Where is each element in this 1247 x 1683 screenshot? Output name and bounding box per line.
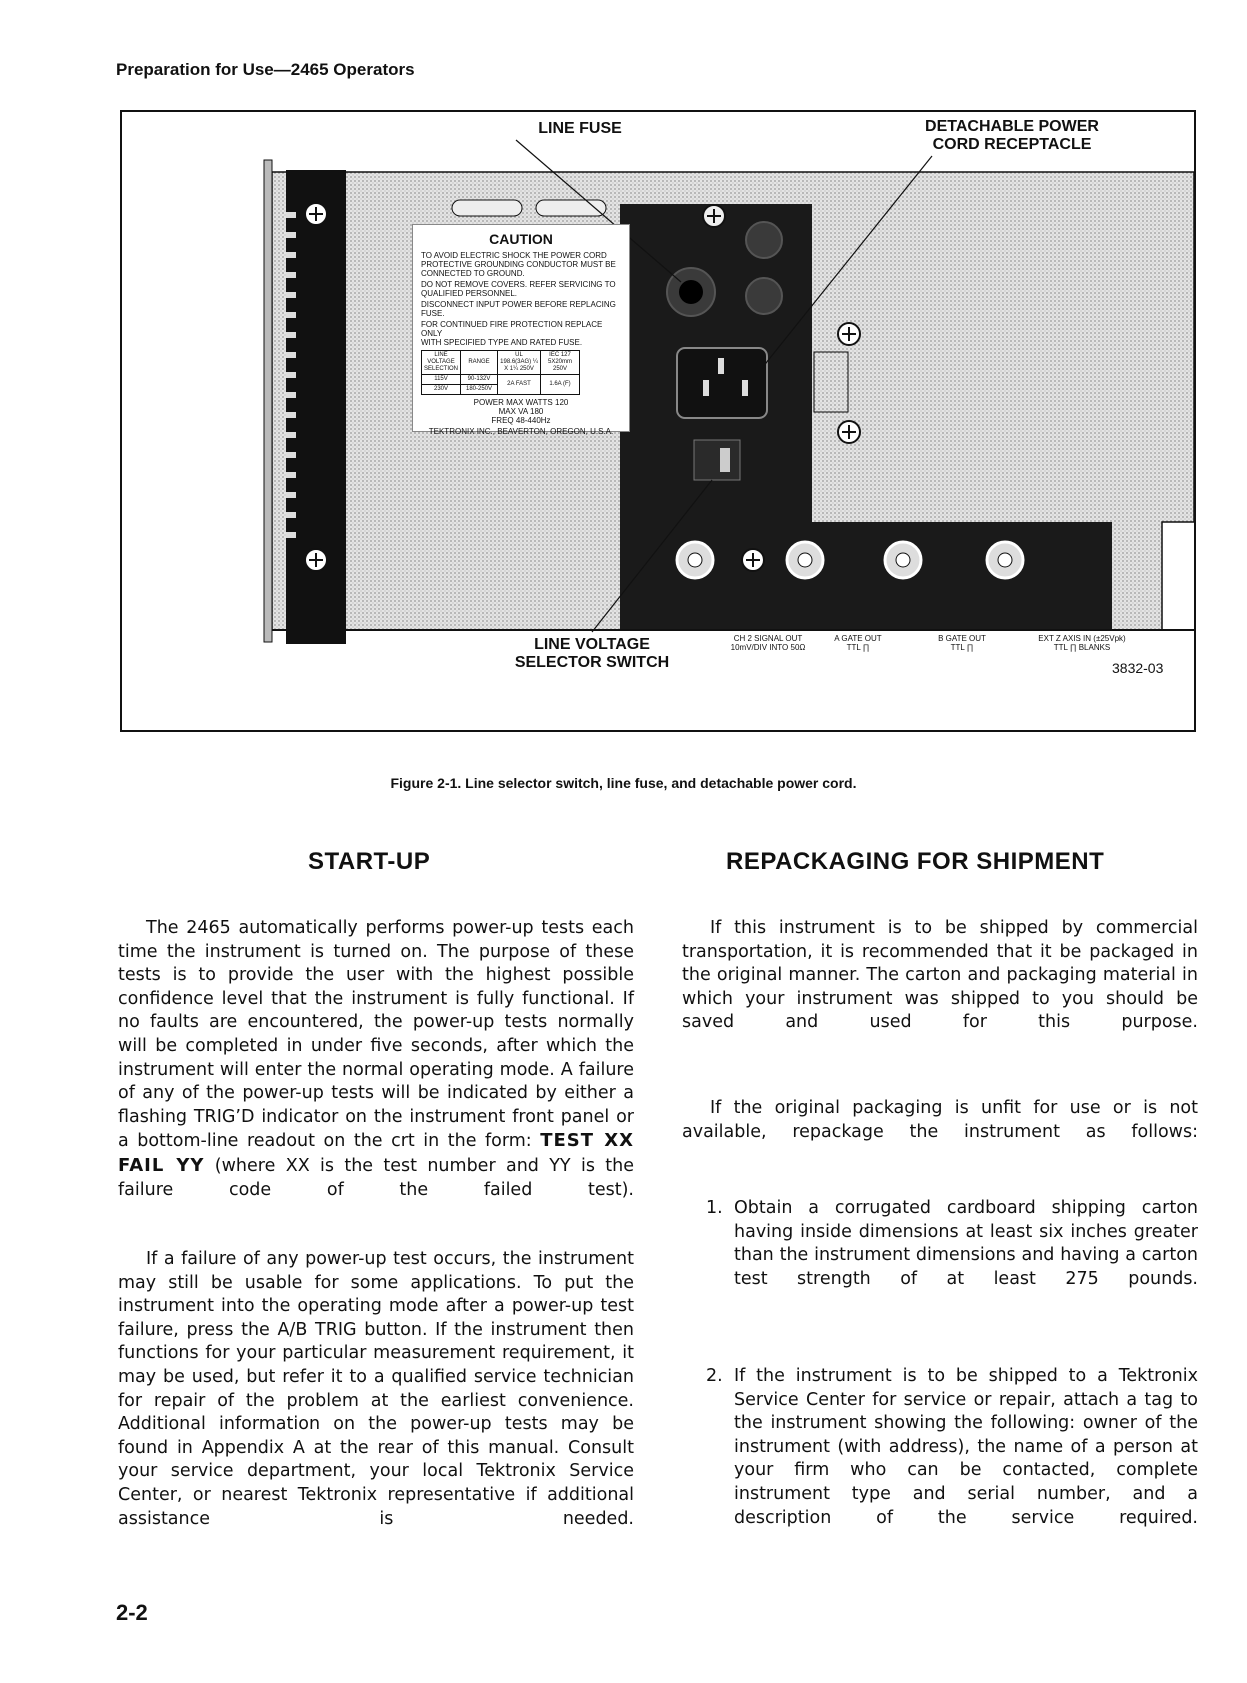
table-cell: 1.6A (F) bbox=[541, 375, 580, 395]
heading-repackaging: REPACKAGING FOR SHIPMENT bbox=[726, 848, 1105, 875]
power-rating-line: MAX VA 180 bbox=[498, 407, 544, 416]
callout-selector-switch bbox=[492, 636, 692, 672]
label-line: A GATE OUT bbox=[834, 634, 882, 643]
label-line: B GATE OUT bbox=[938, 634, 986, 643]
table-cell: 115V bbox=[422, 375, 461, 385]
caution-line: WITH SPECIFIED TYPE AND RATED FUSE. bbox=[421, 338, 583, 347]
fuse-rating-table bbox=[421, 350, 580, 395]
caution-line: PROTECTIVE GROUNDING CONDUCTOR MUST BE bbox=[421, 260, 616, 269]
line-voltage-selector-switch bbox=[694, 440, 740, 480]
caution-title: CAUTION bbox=[489, 231, 553, 247]
caution-line: QUALIFIED PERSONNEL. bbox=[421, 289, 518, 298]
caution-line: FOR CONTINUED FIRE PROTECTION REPLACE ONLY bbox=[421, 320, 603, 338]
running-head: Preparation for Use—2465 Operators bbox=[116, 60, 415, 79]
label-line: TTL ∏ BLANKS bbox=[1053, 643, 1111, 652]
page-number: 2-2 bbox=[116, 1600, 148, 1625]
table-header: RANGE bbox=[461, 351, 498, 375]
caution-line: DISCONNECT INPUT POWER BEFORE REPLACING FUSE. bbox=[421, 300, 616, 318]
table-header: LINE VOLTAGE SELECTION bbox=[422, 351, 461, 375]
step-number: 1. bbox=[706, 1198, 723, 1218]
left-rail bbox=[286, 170, 346, 644]
table-cell: 2A FAST bbox=[498, 375, 541, 395]
callout-selector-line1: LINE VOLTAGE bbox=[534, 636, 650, 653]
table-header: UL 198.6(3AG) ¼ X 1¼ 250V bbox=[498, 351, 541, 375]
startup-text: If a failure of any power-up test occurs, the instrument may still be usable for some applications. To put the instrument into the operating mode after a power-up test failure, press the A/B TRIG button. If the instrument then functions for your particular measurement requirement, it may be used, but refer it to a qualified service technician for repair of the problem at the earliest convenience. Additional information on the power-up tests may be found in Appendix A at the rear of this manual. Consult your service department, your local Tektronix Service Center, or nearest Tektronix representative if additional assistance is needed. bbox=[118, 1249, 634, 1529]
step-text: Obtain a corrugated cardboard shipping carton having inside dimensions at least six inches greater than the instrument dimensions and having a carton test strength of at least 275 pounds. bbox=[734, 1198, 1198, 1289]
label-b-gate-out bbox=[922, 634, 1002, 652]
manufacturer-line: TEKTRONIX INC., BEAVERTON, OREGON, U.S.A. bbox=[428, 427, 614, 436]
label-line: EXT Z AXIS IN (±25Vpk) bbox=[1038, 634, 1126, 643]
power-rating-line: FREQ 48-440Hz bbox=[491, 416, 551, 425]
repack-paragraph-1 bbox=[682, 917, 1198, 1059]
figure-id: 3832-03 bbox=[1112, 660, 1164, 676]
figure-caption: Figure 2-1. Line selector switch, line fuse, and detachable power cord. bbox=[390, 775, 857, 791]
label-ch2-signal-out bbox=[718, 634, 818, 652]
table-cell: 230V bbox=[422, 385, 461, 395]
step-text: If the instrument is to be shipped to a Tektronix Service Center for service or repair, attach a tag to the instrument showing the following: owner of the instrument (with address), the name of a person at your firm who can be contacted, complete instrument type and serial number, and a description of the service required. bbox=[734, 1366, 1198, 1528]
callout-power-cord-line1: DETACHABLE POWER bbox=[925, 118, 1099, 135]
heading-start-up: START-UP bbox=[308, 848, 431, 875]
label-a-gate-out bbox=[818, 634, 898, 652]
repack-step-1 bbox=[706, 1197, 1198, 1315]
table-header: IEC 127 5X20mm 250V bbox=[541, 351, 580, 375]
label-line: TTL ∏ bbox=[950, 643, 974, 652]
startup-text: (where XX is the test number and YY is the failure code of the failed test). bbox=[118, 1155, 634, 1200]
repack-step-2 bbox=[706, 1365, 1198, 1554]
startup-paragraph-2 bbox=[118, 1248, 634, 1555]
caution-line: CONNECTED TO GROUND. bbox=[421, 269, 525, 278]
label-line: CH 2 SIGNAL OUT bbox=[733, 634, 803, 643]
callout-power-cord-line2: CORD RECEPTACLE bbox=[932, 136, 1092, 153]
caution-line: TO AVOID ELECTRIC SHOCK THE POWER CORD bbox=[421, 251, 607, 260]
label-line: TTL ∏ bbox=[846, 643, 870, 652]
label-ext-z-axis-in bbox=[1022, 634, 1142, 652]
startup-paragraph-1 bbox=[118, 917, 634, 1226]
table-cell: 180-250V bbox=[461, 385, 498, 395]
callout-power-cord bbox=[902, 118, 1122, 154]
callout-line-fuse: LINE FUSE bbox=[538, 120, 622, 137]
test-fail-readout: TEST XX FAIL YY bbox=[118, 1130, 634, 1176]
figure-2-1 bbox=[120, 110, 1196, 732]
label-line: 10mV/DIV INTO 50Ω bbox=[730, 643, 806, 652]
caution-label bbox=[412, 224, 630, 436]
caution-line: DO NOT REMOVE COVERS. REFER SERVICING TO bbox=[421, 280, 616, 289]
callout-selector-line2: SELECTOR SWITCH bbox=[514, 654, 670, 671]
repack-text: If this instrument is to be shipped by commercial transportation, it is recommended that it be packaged in the original manner. The carton and packaging material in which your instrument was shipped to you should be saved and used for this purpose. bbox=[682, 918, 1198, 1033]
repack-text: If the original packaging is unfit for use or is not available, repackage the instrument as follows: bbox=[682, 1098, 1198, 1142]
table-cell: 90-132V bbox=[461, 375, 498, 385]
power-rating-line: POWER MAX WATTS 120 bbox=[473, 398, 569, 407]
startup-text: The 2465 automatically performs power-up tests each time the instrument is turned on. The purpose of these tests is to provide the user with the highest possible confidence level that the instrument is fully functional. If no faults are encountered, the power-up tests normally will be completed in under five seconds, after which the instrument will enter the normal operating mode. A failure of any of the power-up tests will be indicated by either a flashing TRIG’D indicator on the instrument front panel or a bottom-line readout on the crt in the form: bbox=[118, 918, 634, 1152]
step-number: 2. bbox=[706, 1366, 723, 1386]
repack-paragraph-2 bbox=[682, 1097, 1198, 1168]
